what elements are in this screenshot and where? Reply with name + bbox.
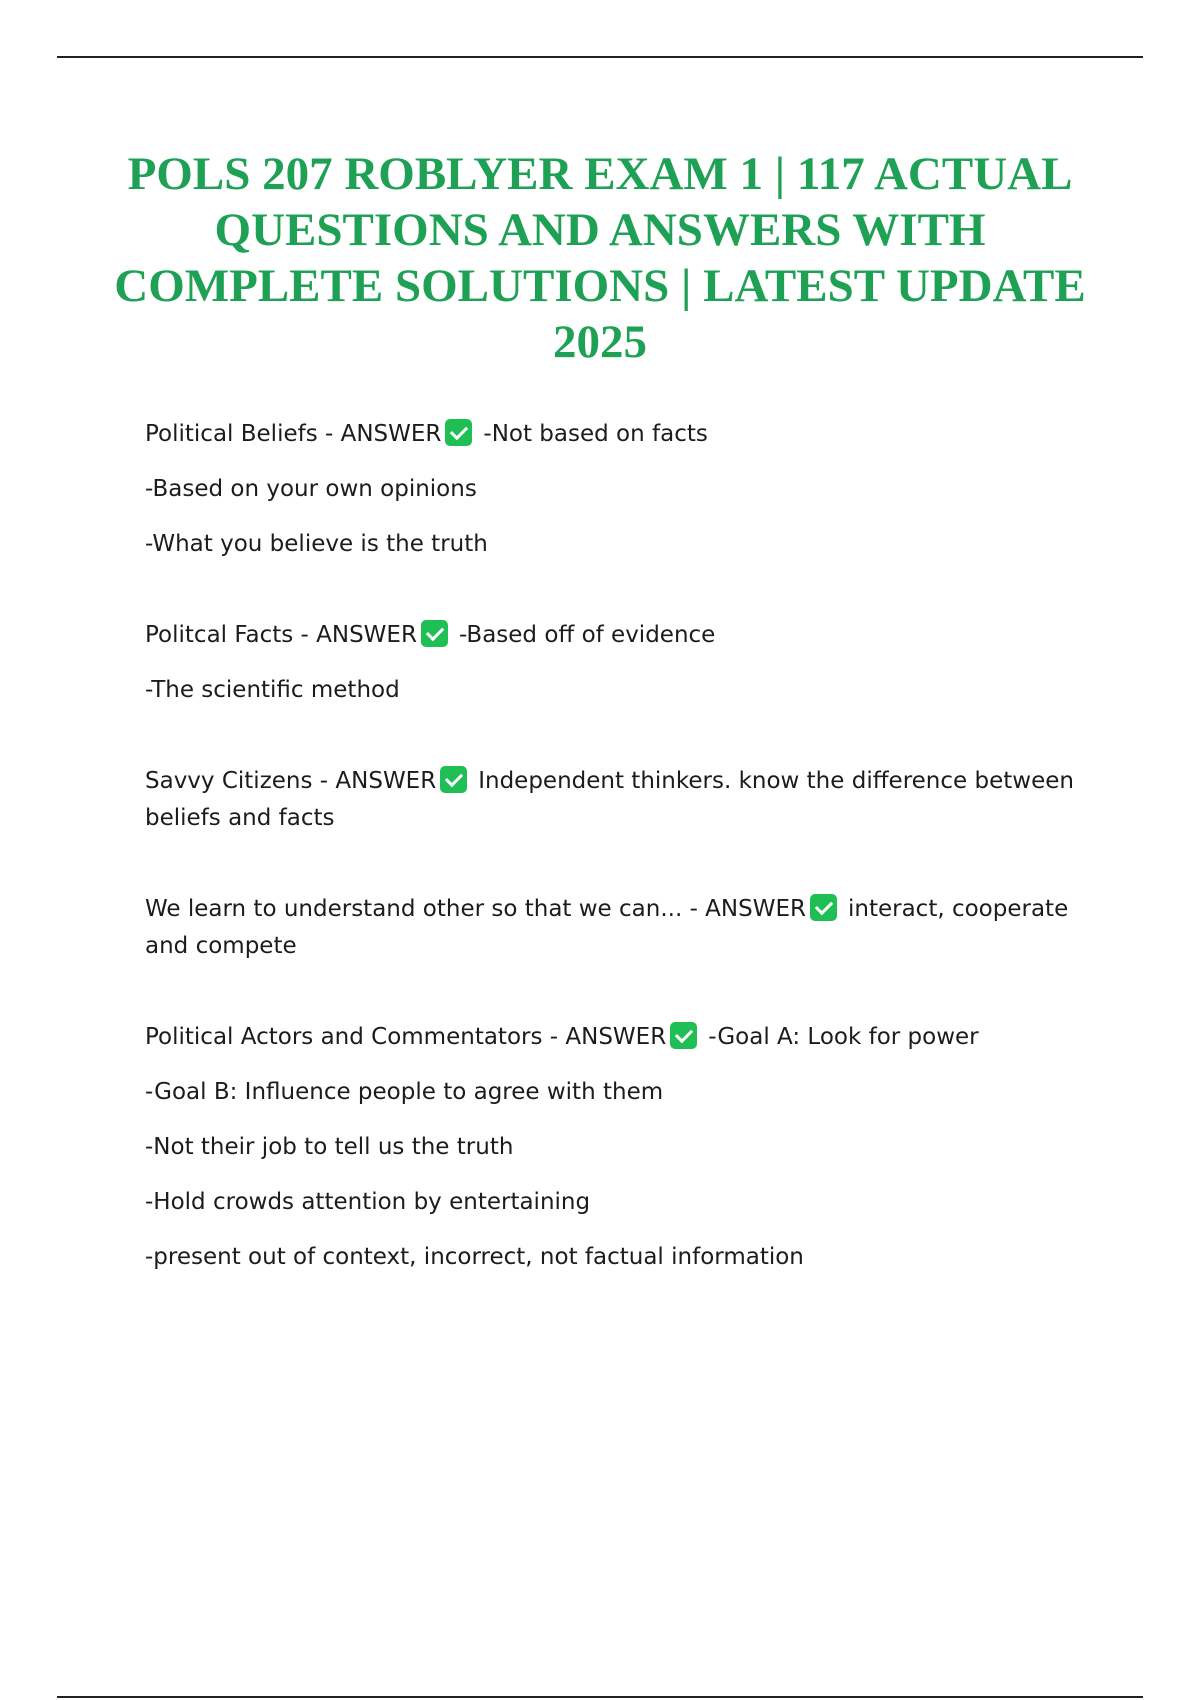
qa-question-line xyxy=(145,763,1085,837)
qa-item-political-actors xyxy=(145,1019,1085,1276)
question-text: Savvy Citizens - ANSWER xyxy=(145,768,437,794)
answer-line: -present out of context, incorrect, not factual information xyxy=(145,1244,804,1270)
qa-question-line xyxy=(145,891,1085,965)
answer-text: -Not based on facts xyxy=(483,421,708,447)
question-text: Politcal Facts - ANSWER xyxy=(145,622,417,648)
answer-line: -Based on your own opinions xyxy=(145,476,477,502)
answer-text: -Goal A: Look for power xyxy=(708,1024,979,1050)
question-text: We learn to understand other so that we can... - ANSWER xyxy=(145,896,806,922)
answer-line: -The scientific method xyxy=(145,677,400,703)
answer-text: interact, cooperate and compete xyxy=(145,896,1069,959)
answer-line: -Hold crowds attention by entertaining xyxy=(145,1189,591,1215)
checkmark-icon xyxy=(440,766,467,793)
answer-line: -Not their job to tell us the truth xyxy=(145,1134,514,1160)
checkmark-icon xyxy=(445,419,472,446)
question-text: Political Actors and Commentators - ANSWER xyxy=(145,1024,667,1050)
top-rule xyxy=(57,56,1143,58)
qa-question-line xyxy=(145,416,1085,453)
answer-text: Independent thinkers. know the difference between beliefs and facts xyxy=(145,768,1074,831)
qa-item-savvy-citizens xyxy=(145,763,1085,837)
qa-question-line xyxy=(145,1019,1085,1056)
qa-item-political-facts xyxy=(145,617,1085,709)
checkmark-icon xyxy=(421,620,448,647)
question-text: Political Beliefs - ANSWER xyxy=(145,421,442,447)
qa-list xyxy=(145,416,1085,1330)
qa-question-line xyxy=(145,617,1085,654)
qa-item-political-beliefs xyxy=(145,416,1085,563)
qa-item-understand-others xyxy=(145,891,1085,965)
checkmark-icon xyxy=(670,1022,697,1049)
document-title: POLS 207 ROBLYER EXAM 1 | 117 ACTUAL QUESTIONS AND ANSWERS WITH COMPLETE SOLUTIONS | LATEST UPDATE 2025 xyxy=(114,148,1086,368)
answer-line: -What you believe is the truth xyxy=(145,531,488,557)
checkmark-icon xyxy=(810,894,837,921)
answer-text: -Based off of evidence xyxy=(458,622,716,648)
answer-line: -Goal B: Influence people to agree with them xyxy=(145,1079,664,1105)
bottom-rule xyxy=(57,1696,1143,1698)
